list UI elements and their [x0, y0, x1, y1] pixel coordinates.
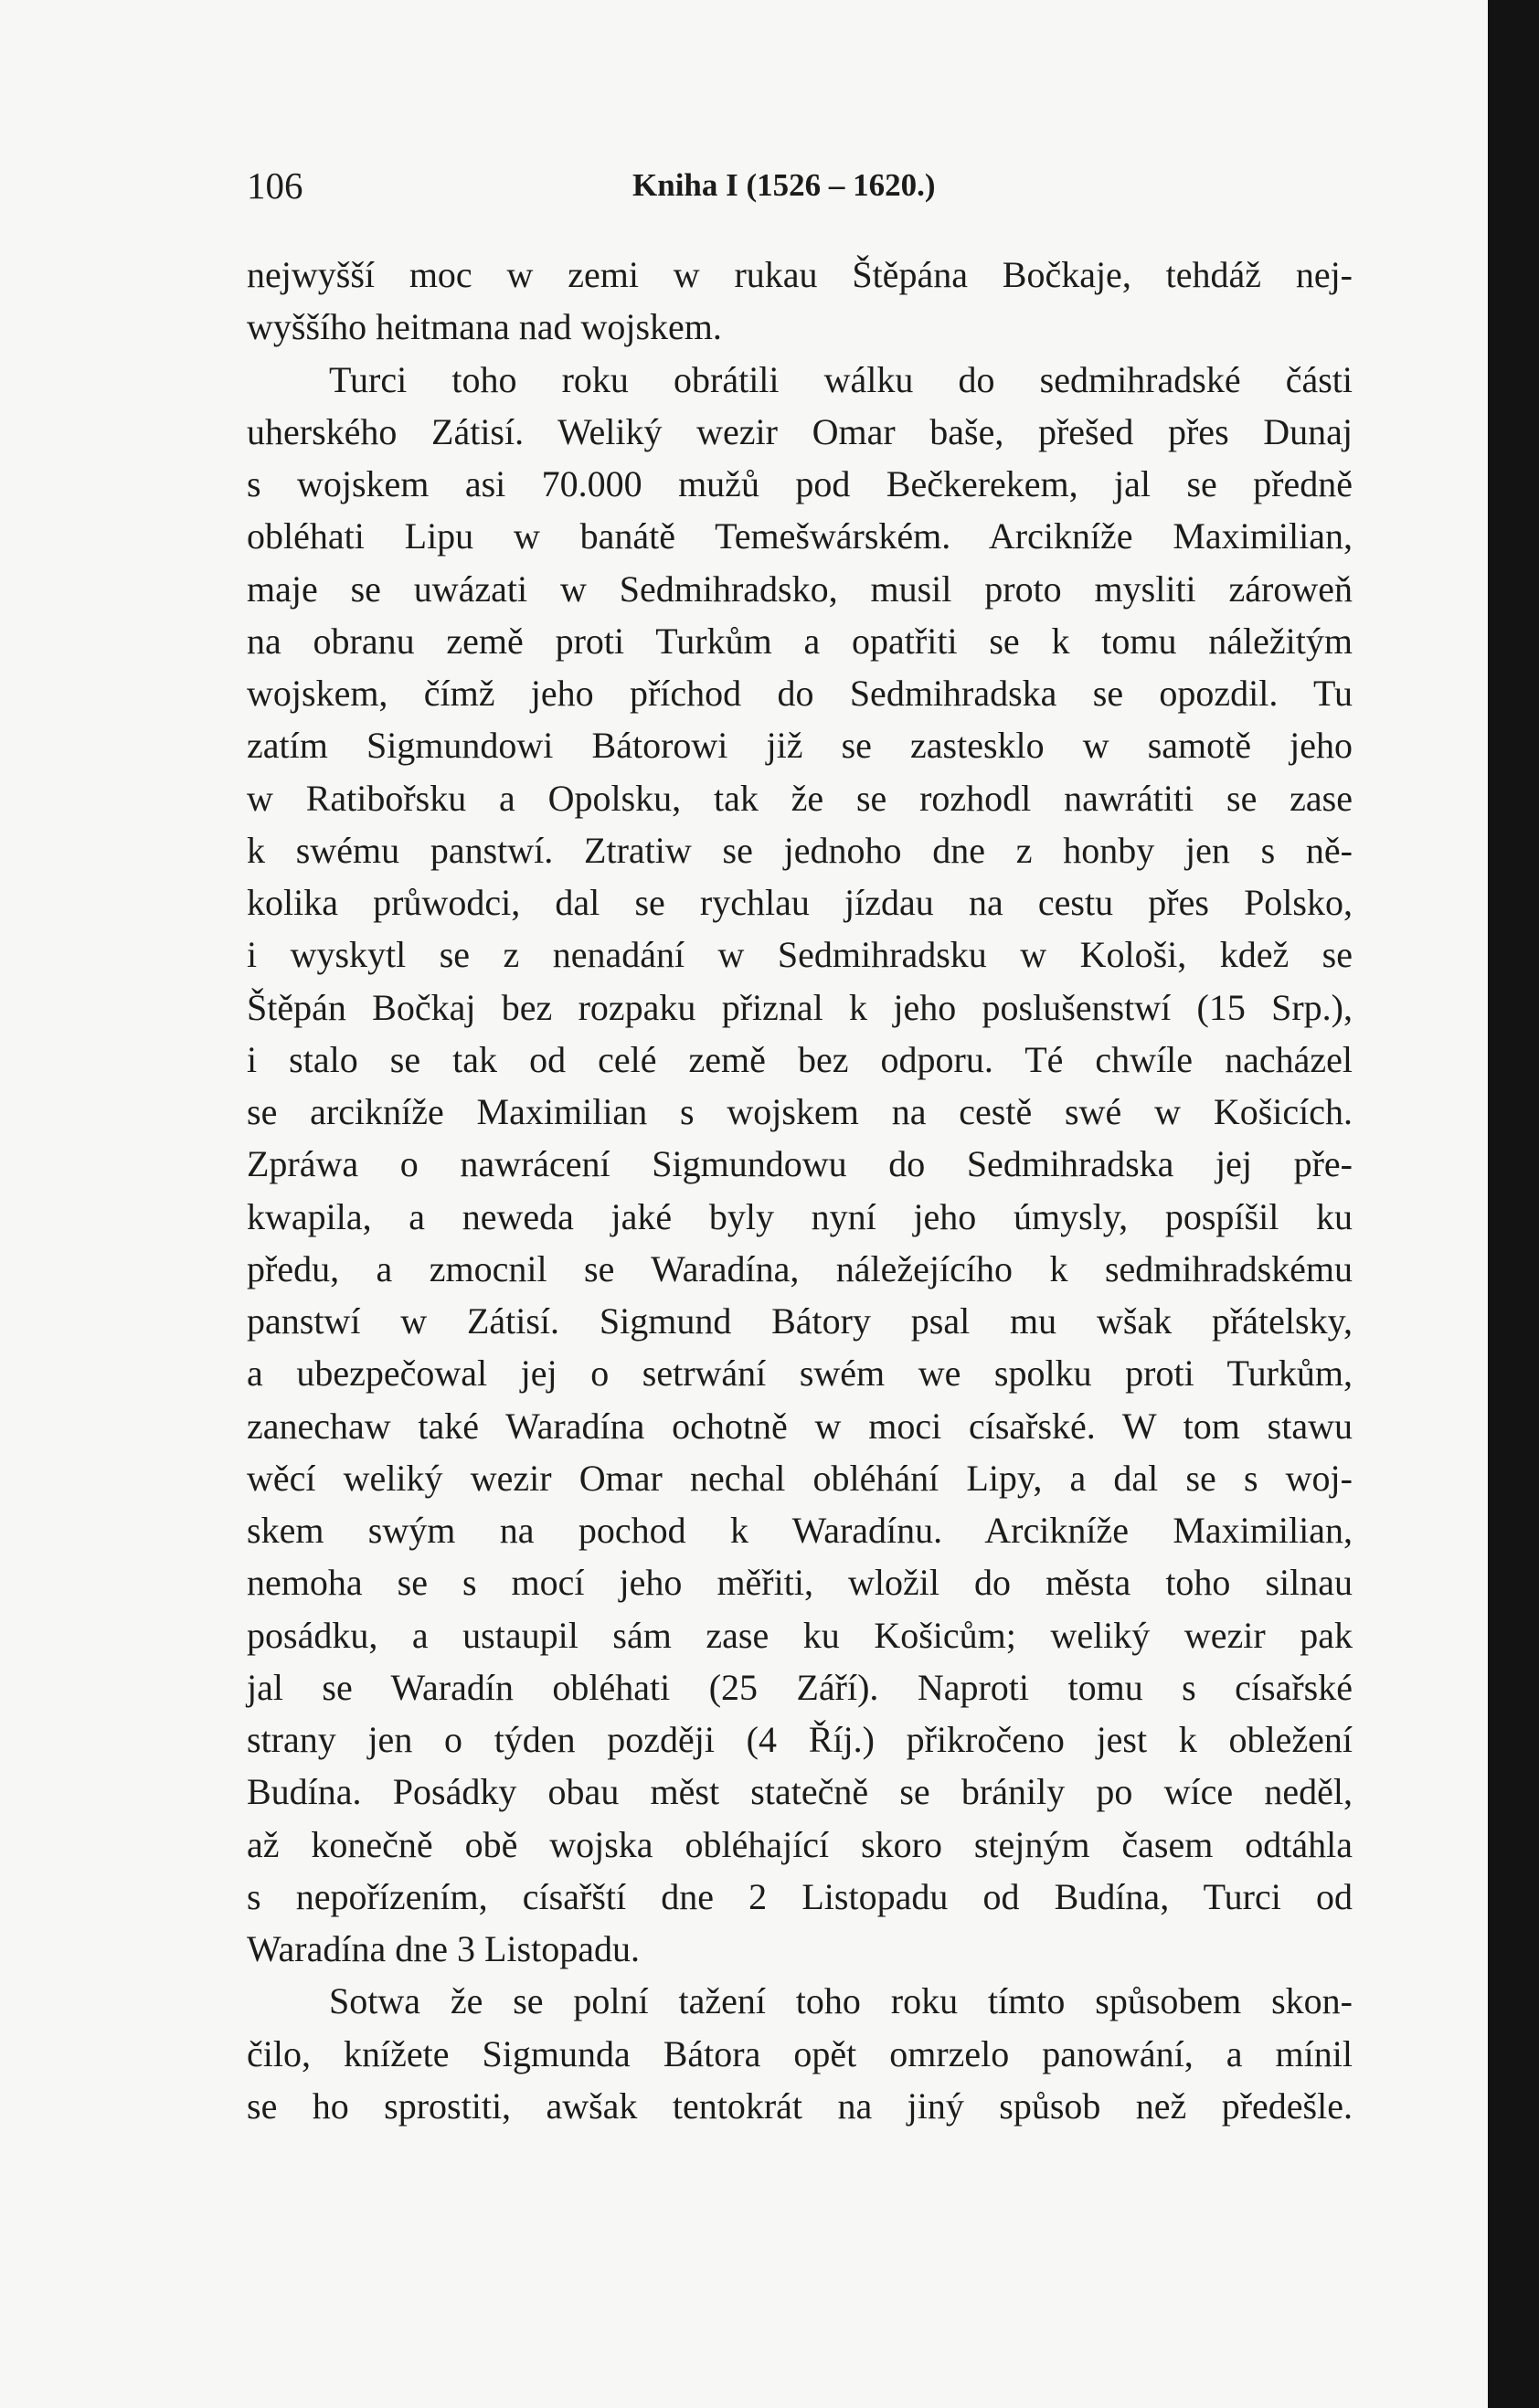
- text-line: i wyskytl se z nenadání w Sedmihradsku w Kološi, kdež se: [247, 934, 1353, 976]
- page-number: 106: [247, 164, 303, 207]
- text-line: uherského Zátisí. Weliký wezir Omar baše, přešed přes Dunaj: [247, 410, 1353, 452]
- paragraph-1: [247, 249, 1353, 354]
- text-line: s nepořízením, císařští dne 2 Listopadu od Budína, Turci od: [247, 1875, 1353, 1917]
- text-line: obléhati Lipu w banátě Temešwárském. Arcikníže Maximilian,: [247, 515, 1353, 557]
- text-line: maje se uwázati w Sedmihradsko, musil proto mysliti zároweň: [247, 568, 1353, 610]
- text-line: s wojskem asi 70.000 mužů pod Bečkerekem, jal se předně: [247, 463, 1353, 504]
- text-line: až konečně obě wojska obléhající skoro stejným časem odtáhla: [247, 1823, 1353, 1865]
- text-line: kwapila, a neweda jaké byly nyní jeho úmysly, pospíšil ku: [247, 1195, 1353, 1237]
- text-line: i stalo se tak od celé země bez odporu. Té chwíle nacházel: [247, 1038, 1353, 1080]
- text-line: Turci toho roku obrátili wálku do sedmihradské části: [329, 358, 1353, 400]
- body-text: [247, 249, 1353, 2132]
- text-line: kolika průwodci, dal se rychlau jízdau na cestu přes Polsko,: [247, 882, 1353, 923]
- paragraph-2: [247, 354, 1353, 1976]
- scan-edge-shadow: [1488, 0, 1539, 2408]
- text-line: se arcikníže Maximilian s wojskem na cestě swé w Košicích.: [247, 1091, 1353, 1132]
- text-line: wyššího heitmana nad wojskem.: [247, 306, 722, 348]
- text-line: se ho sprostiti, awšak tentokrát na jiný spůsob než předešle.: [247, 2084, 1353, 2127]
- page-header: [247, 163, 1353, 208]
- text-line: w Ratibořsku a Opolsku, tak že se rozhodl nawrátiti se zase: [247, 777, 1353, 819]
- text-line: posádku, a ustaupil sám zase ku Košicům; weliký wezir pak: [247, 1614, 1353, 1656]
- text-line: předu, a zmocnil se Waradína, náležejícího k sedmihradskému: [247, 1247, 1353, 1289]
- text-line: zatím Sigmundowi Bátorowi již se zastesklo w samotě jeho: [247, 725, 1353, 767]
- text-line: skem swým na pochod k Waradínu. Arcikníže Maximilian,: [247, 1510, 1353, 1551]
- text-line: wěcí weliký wezir Omar nechal obléhání Lipy, a dal se s woj-: [247, 1457, 1353, 1499]
- paragraph-3: [247, 1975, 1353, 2132]
- text-line: nejwyšší moc w zemi w rukau Štěpána Bočkaje, tehdáž nej-: [247, 254, 1353, 295]
- running-title: Kniha I (1526 – 1620.): [632, 167, 936, 203]
- text-line: panstwí w Zátisí. Sigmund Bátory psal mu wšak přátelsky,: [247, 1300, 1353, 1342]
- text-line: Zpráwa o nawrácení Sigmundowu do Sedmihradska jej pře-: [247, 1143, 1353, 1185]
- text-line: na obranu země proti Turkům a opatřiti se k tomu náležitým: [247, 620, 1353, 662]
- text-line: a ubezpečowal jej o setrwání swém we spolku proti Turkům,: [247, 1353, 1353, 1395]
- text-line: Štěpán Bočkaj bez rozpaku přiznal k jeho poslušenstwí (15 Srp.),: [247, 986, 1353, 1028]
- text-line: Budína. Posádky obau měst statečně se bránily po wíce neděl,: [247, 1771, 1353, 1813]
- text-line: Waradína dne 3 Listopadu.: [247, 1928, 640, 1969]
- text-line: čilo, knížete Sigmunda Bátora opět omrzelo panowání, a mínil: [247, 2032, 1353, 2074]
- text-line: zanechaw také Waradína ochotně w moci císařské. W tom stawu: [247, 1405, 1353, 1447]
- text-line: strany jen o týden později (4 Říj.) přikročeno jest k obležení: [247, 1719, 1353, 1760]
- text-line: jal se Waradín obléhati (25 Září). Naproti tomu s císařské: [247, 1666, 1353, 1708]
- text-line: wojskem, čímž jeho příchod do Sedmihradska se opozdil. Tu: [247, 673, 1353, 714]
- text-line: nemoha se s mocí jeho měřiti, wložil do města toho silnau: [247, 1562, 1353, 1604]
- text-line: Sotwa že se polní tažení toho roku tímto spůsobem skon-: [329, 1980, 1353, 2022]
- text-line: k swému panstwí. Ztratiw se jednoho dne z honby jen s ně-: [247, 829, 1353, 871]
